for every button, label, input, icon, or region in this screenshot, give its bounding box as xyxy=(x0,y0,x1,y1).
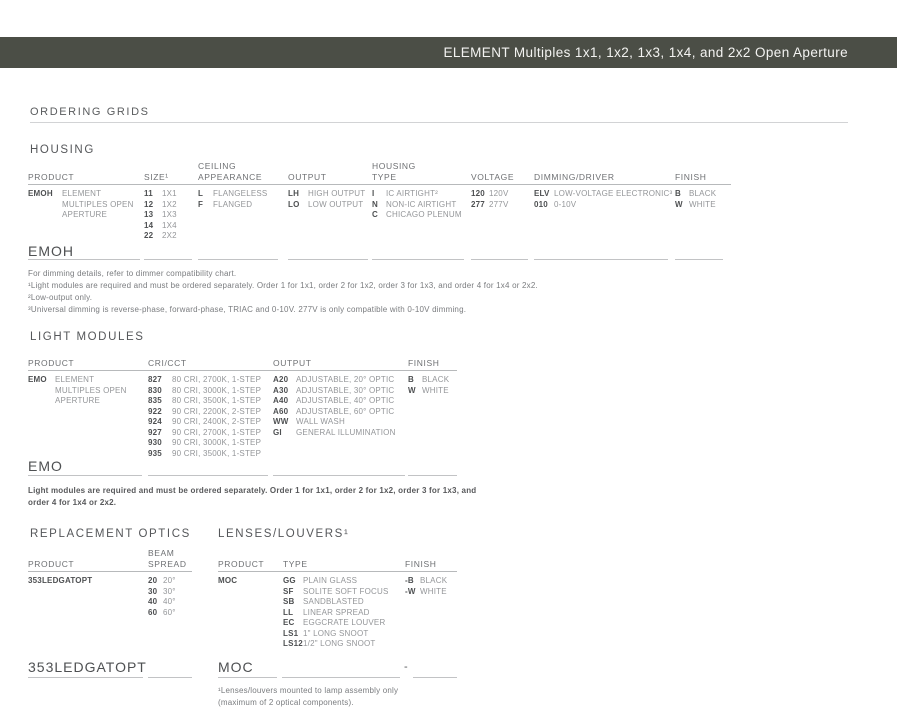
option-desc: 90 CRI, 2200K, 2-STEP xyxy=(172,406,262,416)
footnote: ¹Lenses/louvers mounted to lamp assembly only xyxy=(218,686,399,695)
option-desc: WHITE xyxy=(689,199,716,209)
option-row xyxy=(144,210,177,221)
option-row xyxy=(218,576,264,587)
light-modules-col-product xyxy=(28,345,139,407)
option-row xyxy=(273,386,396,397)
option-row xyxy=(283,608,389,619)
housing-section-heading: HOUSING xyxy=(30,144,95,156)
option-code: I xyxy=(372,189,375,198)
option-code: 22 xyxy=(144,231,154,240)
option-desc: HIGH OUTPUT xyxy=(308,189,366,198)
lenses-louvers-col-finish xyxy=(405,546,447,597)
option-code: -B xyxy=(405,576,414,585)
lenses-louvers-col-product xyxy=(218,546,264,587)
fill-in-blank xyxy=(282,677,400,678)
column-header: PRODUCT xyxy=(218,559,265,569)
option-desc: SOLITE SOFT FOCUS xyxy=(303,586,389,596)
fill-in-blank xyxy=(288,259,368,260)
replacement-optics-col-beam-spread xyxy=(148,546,193,618)
option-desc: ADJUSTABLE, 20° OPTIC xyxy=(296,375,395,384)
fill-in-blank xyxy=(413,677,457,678)
column-header: FINISH xyxy=(675,172,707,182)
fill-in-blank xyxy=(408,475,457,476)
option-row xyxy=(405,587,447,598)
fill-in-blank xyxy=(148,475,268,476)
option-row xyxy=(148,576,193,587)
housing-col-dimming-driver xyxy=(534,159,672,210)
option-row xyxy=(148,438,261,449)
option-desc: WHITE xyxy=(420,586,447,596)
housing-example-code: EMOH xyxy=(28,243,74,259)
option-desc: 0-10V xyxy=(554,199,577,209)
option-code: GI xyxy=(273,427,282,437)
option-row xyxy=(148,608,193,619)
note-line: order 4 for 1x4 or 2x2. xyxy=(28,498,117,507)
housing-col-voltage xyxy=(471,159,514,210)
option-code: 277 xyxy=(471,199,485,209)
option-code: A60 xyxy=(273,406,289,416)
option-code: 927 xyxy=(148,427,162,437)
option-row xyxy=(148,417,261,428)
housing-table xyxy=(0,159,900,249)
option-desc: SANDBLASTED xyxy=(303,597,364,606)
option-code: EMO xyxy=(28,375,47,384)
option-code: 120 xyxy=(471,189,485,198)
fill-in-blank xyxy=(28,475,142,476)
option-row xyxy=(408,386,449,397)
option-desc: 80 CRI, 3000K, 1-STEP xyxy=(172,385,262,395)
option-code: 20 xyxy=(148,576,158,585)
finish-prefix-dash: - xyxy=(404,661,408,673)
option-desc: NON-IC AIRTIGHT xyxy=(386,199,457,209)
option-row xyxy=(283,629,389,640)
lenses-louvers-col-type xyxy=(283,546,389,650)
option-desc: 277V xyxy=(489,199,509,209)
page-title: ELEMENT Multiples 1x1, 1x2, 1x3, 1x4, and 2x2 Open Aperture xyxy=(443,45,848,60)
light-modules-col-finish xyxy=(408,345,449,396)
option-desc: WHITE xyxy=(422,385,449,395)
option-code: 40 xyxy=(148,597,158,606)
option-desc: 120V xyxy=(489,189,509,198)
option-code: 30 xyxy=(148,586,158,596)
option-row xyxy=(144,221,177,232)
option-row xyxy=(534,200,672,211)
option-code: 924 xyxy=(148,417,162,426)
option-row xyxy=(198,189,288,200)
fill-in-blank xyxy=(28,259,140,260)
option-desc: 90 CRI, 3000K, 1-STEP xyxy=(172,438,262,447)
option-row xyxy=(144,231,177,242)
option-row xyxy=(283,587,389,598)
option-row xyxy=(283,639,389,650)
option-code: LS1 xyxy=(283,628,299,638)
option-code: SB xyxy=(283,597,295,606)
fill-in-blank xyxy=(471,259,528,260)
option-code: 835 xyxy=(148,396,162,405)
column-header: OUTPUT xyxy=(288,172,327,182)
housing-col-housing-type xyxy=(372,159,462,221)
lenses-louvers-example-code: MOC xyxy=(218,659,254,675)
option-desc: 90 CRI, 3500K, 1-STEP xyxy=(172,448,262,458)
replacement-optics-section-heading: REPLACEMENT OPTICS xyxy=(30,528,191,540)
option-row xyxy=(273,396,396,407)
option-row xyxy=(408,375,449,386)
option-code: L xyxy=(198,189,204,198)
footnote: ²Low-output only. xyxy=(28,293,93,302)
light-modules-table xyxy=(0,345,900,465)
light-modules-col-cri-cct xyxy=(148,345,261,459)
column-header: PRODUCT xyxy=(28,559,75,569)
option-code: 353LEDGATOPT xyxy=(28,576,93,585)
option-desc: GENERAL ILLUMINATION xyxy=(296,427,396,437)
housing-col-finish xyxy=(675,159,716,210)
column-header: PRODUCT xyxy=(28,172,75,182)
option-code: 60 xyxy=(148,607,158,617)
option-code: 14 xyxy=(144,220,154,230)
option-desc: BLACK xyxy=(689,189,717,198)
housing-col-output xyxy=(288,159,365,210)
lenses-louvers-section-heading: LENSES/LOUVERS¹ xyxy=(218,528,350,540)
fill-in-blank xyxy=(534,259,668,260)
option-desc: FLANGELESS xyxy=(213,189,268,198)
option-desc: 2X2 xyxy=(162,231,177,240)
option-desc: 1/2" LONG SNOOT xyxy=(303,639,376,648)
option-desc: 80 CRI, 2700K, 1-STEP xyxy=(172,375,262,384)
column-header: CRI/CCT xyxy=(148,358,187,368)
option-code: 922 xyxy=(148,406,162,416)
option-row xyxy=(198,200,288,211)
option-row xyxy=(148,386,261,397)
column-header: FINISH xyxy=(405,559,437,569)
option-desc: LOW OUTPUT xyxy=(308,199,364,209)
option-desc: WALL WASH xyxy=(296,417,345,426)
replacement-optics-and-lenses-table xyxy=(0,546,900,656)
option-code: LL xyxy=(283,607,294,617)
option-desc: ELEMENT MULTIPLES OPEN APERTURE xyxy=(62,189,134,219)
light-modules-example-code: EMO xyxy=(28,458,63,474)
option-desc: 40° xyxy=(163,597,176,606)
housing-col-size xyxy=(144,159,177,242)
option-code: 930 xyxy=(148,438,162,447)
option-row xyxy=(28,189,146,221)
footnote: ³Universal dimming is reverse-phase, forward-phase, TRIAC and 0-10V. 277V is only compatible with 0-10V dimming. xyxy=(28,305,467,314)
fill-in-blank xyxy=(273,475,405,476)
lenses-louvers-footnote xyxy=(218,685,398,709)
light-modules-note xyxy=(28,485,478,509)
option-desc: 1X1 xyxy=(162,189,177,198)
option-code: 12 xyxy=(144,199,154,209)
option-code: F xyxy=(198,199,204,209)
footnote: ¹Light modules are required and must be ordered separately. Order 1 for 1x1, order 2 for 1x2, order 3 for 1x3, and order 4 for 1x4 or 2x2. xyxy=(28,281,538,290)
option-row xyxy=(675,200,716,211)
option-desc: 90 CRI, 2400K, 2-STEP xyxy=(172,417,262,426)
option-code: A20 xyxy=(273,375,289,384)
column-header: HOUSING TYPE xyxy=(372,161,416,182)
column-header: FINISH xyxy=(408,358,440,368)
option-row xyxy=(471,189,514,200)
option-row xyxy=(288,189,365,200)
option-desc: ADJUSTABLE, 40° OPTIC xyxy=(296,396,395,405)
option-row xyxy=(144,189,177,200)
light-modules-section-heading: LIGHT MODULES xyxy=(30,331,145,343)
option-code: LH xyxy=(288,189,300,198)
option-row xyxy=(288,200,365,211)
option-code: W xyxy=(675,199,683,209)
option-row xyxy=(148,396,261,407)
fill-in-blank xyxy=(144,259,192,260)
option-code: A30 xyxy=(273,385,289,395)
footnote: For dimming details, refer to dimmer compatibility chart. xyxy=(28,269,237,278)
option-desc: 20° xyxy=(163,576,176,585)
option-code: 11 xyxy=(144,189,153,198)
column-header: BEAM SPREAD xyxy=(148,548,187,569)
option-row xyxy=(372,200,462,211)
option-code: A40 xyxy=(273,396,289,405)
option-code: C xyxy=(372,210,378,219)
option-row xyxy=(471,200,514,211)
column-header: TYPE xyxy=(283,559,308,569)
option-code: EC xyxy=(283,618,295,627)
option-desc: BLACK xyxy=(422,375,450,384)
option-row xyxy=(148,428,261,439)
fill-in-blank xyxy=(675,259,723,260)
option-code: SF xyxy=(283,586,294,596)
option-code: LO xyxy=(288,199,300,209)
option-row xyxy=(148,407,261,418)
option-code: W xyxy=(408,385,416,395)
option-desc: FLANGED xyxy=(213,199,253,209)
option-code: GG xyxy=(283,576,296,585)
option-code: 827 xyxy=(148,375,162,384)
option-desc: IC AIRTIGHT² xyxy=(386,189,439,198)
option-row xyxy=(534,189,672,200)
option-row xyxy=(283,576,389,587)
option-row xyxy=(283,597,389,608)
option-row xyxy=(148,587,193,598)
option-code: 935 xyxy=(148,448,162,458)
light-modules-col-output xyxy=(273,345,396,438)
option-row xyxy=(148,375,261,386)
option-code: B xyxy=(675,189,681,198)
option-code: B xyxy=(408,375,414,384)
housing-col-ceiling-appearance xyxy=(198,159,288,210)
footnote: (maximum of 2 optical components). xyxy=(218,698,354,707)
option-code: MOC xyxy=(218,576,238,585)
option-row xyxy=(283,618,389,629)
column-header: CEILING APPEARANCE xyxy=(198,161,263,182)
replacement-optics-col-product xyxy=(28,546,92,587)
option-row xyxy=(148,449,261,460)
option-desc: 1X3 xyxy=(162,210,177,219)
option-desc: EGGCRATE LOUVER xyxy=(303,618,386,627)
option-row xyxy=(148,597,193,608)
fill-in-blank xyxy=(198,259,278,260)
ordering-grids-heading: ORDERING GRIDS xyxy=(30,106,150,118)
option-desc: ADJUSTABLE, 60° OPTIC xyxy=(296,406,395,416)
option-row xyxy=(372,189,462,200)
option-code: 010 xyxy=(534,199,548,209)
option-row xyxy=(273,407,396,418)
fill-in-blank xyxy=(28,677,143,678)
option-row xyxy=(28,576,92,587)
option-code: WW xyxy=(273,417,289,426)
option-desc: 1X2 xyxy=(162,199,177,209)
option-row xyxy=(273,375,396,386)
housing-col-product xyxy=(28,159,146,221)
option-code: 13 xyxy=(144,210,154,219)
divider xyxy=(30,122,848,123)
option-desc: 80 CRI, 3500K, 1-STEP xyxy=(172,396,262,405)
option-desc: PLAIN GLASS xyxy=(303,576,358,585)
option-row xyxy=(405,576,447,587)
column-header: SIZE¹ xyxy=(144,172,169,182)
option-desc: 1X4 xyxy=(162,220,177,230)
housing-footnotes xyxy=(28,268,538,316)
option-row xyxy=(372,210,462,221)
option-desc: 90 CRI, 2700K, 1-STEP xyxy=(172,427,262,437)
title-bar xyxy=(0,37,897,68)
option-desc: LINEAR SPREAD xyxy=(303,607,370,617)
fill-in-blank xyxy=(372,259,464,260)
column-header: OUTPUT xyxy=(273,358,312,368)
option-code: ELV xyxy=(534,189,550,198)
option-code: 830 xyxy=(148,385,162,395)
option-desc: 30° xyxy=(163,586,176,596)
option-code: EMOH xyxy=(28,189,53,198)
option-row xyxy=(273,417,396,428)
option-row xyxy=(273,428,396,439)
fill-in-blank xyxy=(218,677,277,678)
option-code: LS12 xyxy=(283,639,303,648)
option-code: -W xyxy=(405,586,416,596)
fill-in-blank xyxy=(148,677,192,678)
option-row xyxy=(675,189,716,200)
column-header: VOLTAGE xyxy=(471,172,515,182)
column-header: DIMMING/DRIVER xyxy=(534,172,615,182)
option-row xyxy=(144,200,177,211)
option-desc: 1" LONG SNOOT xyxy=(303,628,369,638)
option-row xyxy=(28,375,139,407)
option-desc: ELEMENT MULTIPLES OPEN APERTURE xyxy=(55,375,127,405)
option-desc: CHICAGO PLENUM xyxy=(386,210,462,219)
replacement-optics-example-code: 353LEDGATOPT xyxy=(28,659,147,675)
option-code: N xyxy=(372,199,378,209)
option-desc: BLACK xyxy=(420,576,448,585)
note-line: Light modules are required and must be ordered separately. Order 1 for 1x1, order 2 for 1x2, order 3 for 1x3, and xyxy=(28,486,477,495)
option-desc: ADJUSTABLE, 30° OPTIC xyxy=(296,385,395,395)
column-header: PRODUCT xyxy=(28,358,75,368)
option-desc: LOW-VOLTAGE ELECTRONIC³ xyxy=(554,189,673,198)
option-desc: 60° xyxy=(163,607,176,617)
